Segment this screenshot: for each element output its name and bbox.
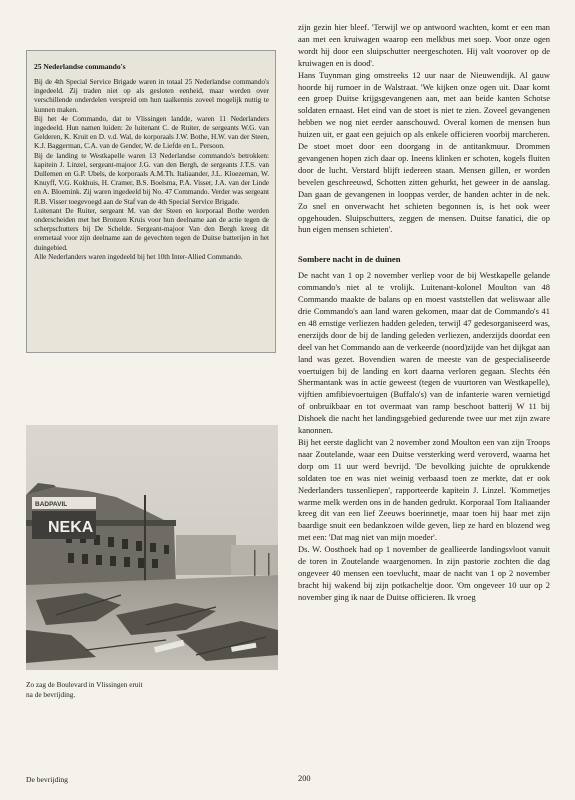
sidebar-paragraph: Bij het 4e Commando, dat te Vlissingen landde, waren 11 Nederlanders ingedeeld. Hun namen luiden: 2e luitenant C. de Ruiter, de sergeants W.G. van Gelderen, K. Kruit en D. v.d. Wal, de korporaals J.W. Bothe, H.W. van der Steen, K.J. Baggerman, C.A. van de Gender, W. de Liefde en L. Persoon. [34, 113, 269, 151]
sign-main-text: NEKA [48, 519, 94, 536]
sidebar-paragraph: Luitenant De Ruiter, sergeant M. van der Steen en korporaal Bothe werden onderscheiden met het Bronzen Kruis voor hun deelname aan de actie tegen de scherpschutters bij De Schelde. Sergeant-majoor Van den Bergh kreeg dit eremetaal voor zijn deelname aan de gevechten tegen de Duitse batterijen in het duingebied. [34, 205, 269, 252]
photo-caption [26, 680, 146, 699]
section-heading: Sombere nacht in de duinen [298, 254, 401, 265]
boulevard-photo-drawing [26, 425, 278, 670]
article-column [298, 22, 550, 604]
article-paragraph: De nacht van 1 op 2 november verliep voor de bij Westkapelle gelande commando's niet al te vrolijk. Luitenant-kolonel Moulton van 48 Commando maakte de balans op en moest vaststellen dat weliswaar alle drie Commando's aan land waren gekomen, maar dat de Commando's 41 en 48 ernstige verliezen hadden geleden, terwijl 47 gedesorganiseerd was, enerzijds door de bij de landing geleden verliezen, anderzijds doordat een deel van het Commando aan de verkeerde (noord)zijde van het dijkgat aan land was gezet. Bovendien waren de meeste van de gespecialiseerde voertuigen bij de landing en kort daarna verloren gegaan. Slechts één Shermantank was in actie geweest (tegen de vuurtoren van Westkapelle), vijftien amfibievoertuigen (Buffalo's) van de infanterie waren vernietigd of onbruikbaar en tot overmaat van ramp beschoot batterij W 11 bij Dishoek die nacht het landingsgebied gedurende twee uur met zijn zware kanonnen. [298, 270, 550, 436]
article-paragraph: zijn gezin hier bleef. 'Terwijl we op antwoord wachten, komt er een man aan met een kruiwagen waarop een melkbus met soep. Voor onze ogen wordt hij door een sluipschutter neergeschoten. Hij valt voorover op de kruiwagen en is dood'. [298, 22, 550, 68]
sidebar-paragraph: Alle Nederlanders waren ingedeeld bij het 10th Inter-Allied Commando. [34, 251, 243, 261]
sidebar-paragraph: Bij de landing te Westkapelle waren 13 Nederlandse commando's betrokken: kapitein J. Linzel, sergeant-majoor J.G. van den Bergh, de sergeants J.T.S. van Dullemen en G.P. Ubels, de korporaals A.M.Th. Italiaander, J.L. Kloezeman, W. Knuyff, V.G. Kokhuis, H. Cramer, B.S. Boelsma, P.A. Visser, J.A. van der Linde en A. Bloemink. Zij waren ingedeeld bij No. 47 Commando. Verder was sergeant R.B. Visser toegevoegd aan de Staf van de 4th Special Service Brigade. [34, 150, 269, 206]
page-number: 200 [298, 774, 311, 783]
section-spacer [298, 236, 550, 244]
article-paragraph: Bij het eerste daglicht van 2 november zond Moulton een van zijn Troops naar Zoutelande, waar een Duitse versterking werd veroverd, waarna het dorp om 11 uur werd bevrijd. 'De bevolking juichte de oprukkende soldaten toe en was niet weinig verbaasd toen ze merkte, dat er ook Nederlanders tussenliepen', rapporteerde kapitein J. Linzel. 'Kommetjes warme melk werden ons in de handen gedrukt. Korporaal Tom Italiaander kreeg dit van een lief Zeeuws boerinnetje, maar toen hij haar met zijn baardige snuit een bedankzoen wilde geven, liep ze hard en blozend weg met een: 'Dat mag niet van mijn moeder'. [298, 437, 550, 543]
article-paragraph: Hans Tuynman ging omstreeks 12 uur naar de Nieuwendijk. Al gauw hoorde hij rumoer in de Walstraat. 'We kijken onze ogen uit. Daar komt een groep Duitse krijgsgevangenen aan, met aan beide kanten Schotse soldaten ernaast. Het eind van de stoet is niet te zien. Zoveel gevangenen hebben we nog niet eerder aanschouwd. Overal komen de mensen hun huizen uit, er gaat een gejuich op als enkele officieren voorbij marcheren. De stoet moet door een doorgang in de antitankmuur. Drommen gevangenen hopen zich daar op. Ineens klinken er schoten, kogels fluiten door de lucht. Verstard blijft iedereen staan. Mensen gillen, er worden bevelen geschreeuwd, Schotten zitten gehurkt, het geweer in de aanslag. Dan gaan de gevangenen in looppas verder, de handen achter in de nek. Zo snel en onverwacht het schieten begonnen is, is het ook weer opgehouden. Sluipschutters, zeggen de mensen. Duitse fanatici, die op hun eigen mensen schieten'. [298, 69, 550, 235]
caption-text: Zo zag de Boulevard in Vlissingen eruit na de bevrijding. [26, 680, 143, 699]
boulevard-photo [26, 425, 278, 670]
sidebar-paragraph: Bij de 4th Special Service Brigade waren in totaal 25 Nederlandse commando's ingedeeld. Zij traden niet op als gesloten eenheid, maar werden over verschillende onderdelen verspreid om hun taalkennis zoveel mogelijk nuttig te kunnen maken. [34, 77, 269, 114]
running-footer: De bevrijding [26, 775, 68, 784]
sidebar-title: 25 Nederlandse commando's [34, 62, 126, 71]
sidebar-box [26, 50, 276, 353]
sign-top-text: BADPAVIL [35, 501, 68, 508]
article-paragraph: Ds. W. Oosthoek had op 1 november de geallieerde landingsvloot vanuit de toren in Zoutelande waargenomen. In zijn pastorie zochten die dag ongeveer 40 mensen een toevlucht, maar de nacht van 1 op 2 november bracht hij wakend bij zijn potkacheltje door. 'Om ongeveer 10 uur op 2 november ging ik naar de Duitse officieren. Ik vroeg [298, 544, 550, 602]
